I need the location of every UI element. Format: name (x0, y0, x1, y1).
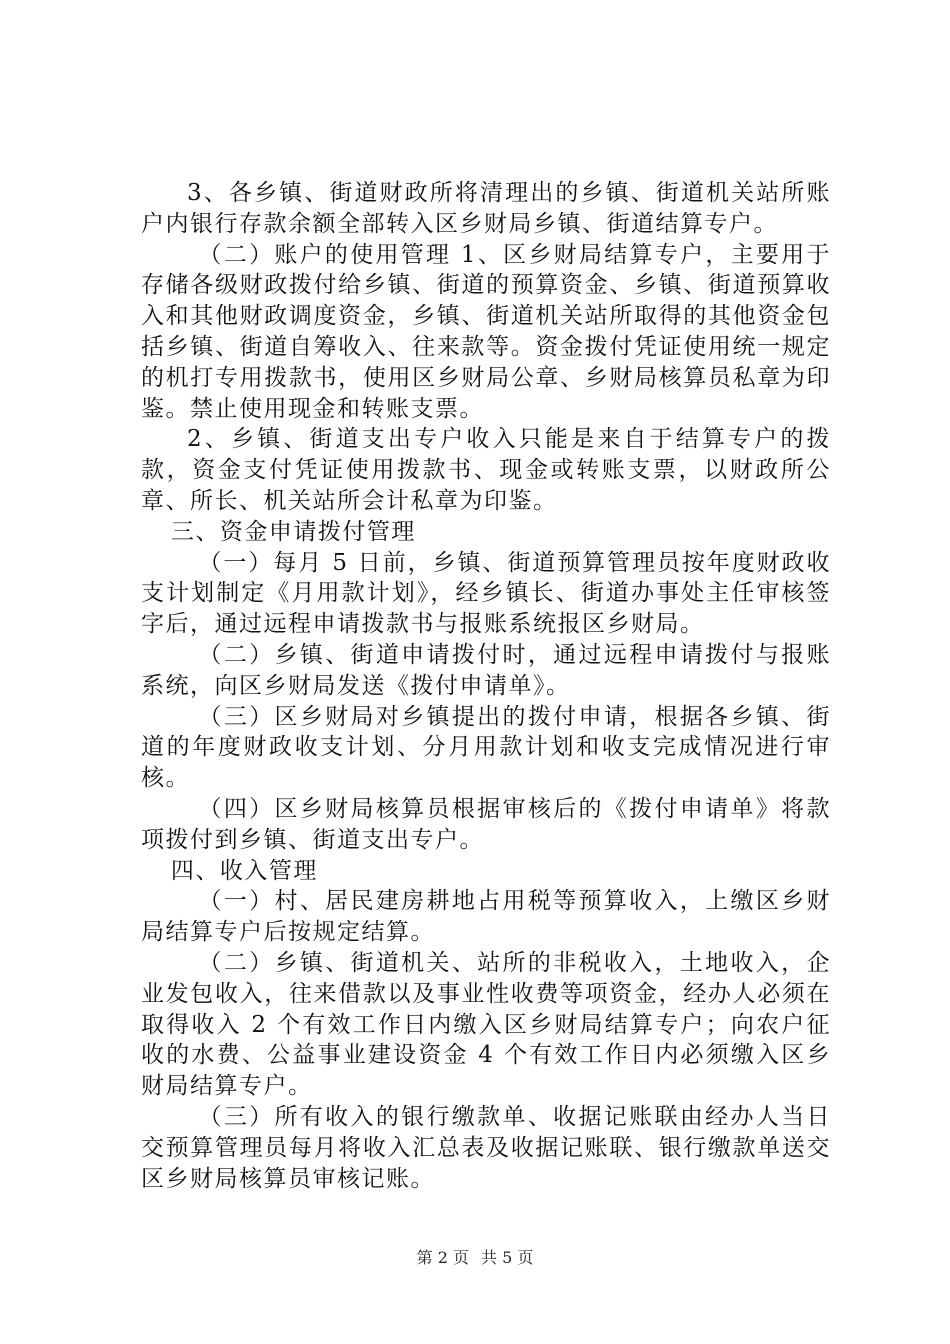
paragraph-account-usage: （二）账户的使用管理 1、区乡财局结算专户，主要用于存储各级财政拨付给乡镇、街道的预算资金、乡镇、街道预算收入和其他财政调度资金，乡镇、街道机关站所取得的其他资金包括乡镇、街道自筹收入、往来款等。资金拨付凭证使用统一规定的机打专用拨款书，使用区乡财局公章、乡财局核算员私章为印鉴。禁止使用现金和转账支票。 (141, 241, 831, 422)
page-footer (0, 1245, 950, 1268)
section-heading-fund-application: 三、资金申请拨付管理 (170, 518, 416, 545)
paragraph-monthly-plan: （一）每月 5 日前，乡镇、街道预算管理员按年度财政收支计划制定《月用款计划》，经乡镇长、街道办事处主任审核签字后，通过远程申请拨款书与报账系统报区乡财局。 (141, 549, 831, 638)
paragraph-expense-account: 2、乡镇、街道支出专户收入只能是来自于结算专户的拨款，资金支付凭证使用拨款书、现金或转账支票，以财政所公章、所长、机关站所会计私章为印鉴。 (141, 426, 831, 514)
paragraph-transfer-funds: （四）区乡财局核算员根据审核后的《拨付申请单》将款项拨付到乡镇、街道支出专户。 (141, 795, 831, 853)
paragraph-receipts: （三）所有收入的银行缴款单、收据记账联由经办人当日交预算管理员每月将收入汇总表及收据记账联、银行缴款单送交区乡财局核算员审核记账。 (141, 1103, 831, 1192)
section-heading-income: 四、收入管理 (170, 857, 318, 884)
page-total: 共 5 页 (481, 1248, 534, 1267)
document-body (141, 178, 831, 1194)
paragraph-review: （三）区乡财局对乡镇提出的拨付申请，根据各乡镇、街道的年度财政收支计划、分月用款计划和收支完成情况进行审核。 (141, 703, 831, 792)
paragraph-non-tax-income: （二）乡镇、街道机关、站所的非税收入，土地收入，企业发包收入，往来借款以及事业性收费等项资金，经办人必须在取得收入 2 个有效工作日内缴入区乡财局结算专户；向农户征收的水费、公益事业建设资金 4 个有效工作日内必须缴入区乡财局结算专户。 (141, 949, 831, 1100)
paragraph-account-transfer: 3、各乡镇、街道财政所将清理出的乡镇、街道机关站所账户内银行存款余额全部转入区乡财局乡镇、街道结算专户。 (141, 180, 831, 237)
page-number: 第 2 页 (416, 1248, 469, 1267)
paragraph-apply-disbursement: （二）乡镇、街道申请拨付时，通过远程申请拨付与报账系统，向区乡财局发送《拨付申请单》。 (141, 641, 831, 699)
paragraph-budget-income: （一）村、居民建房耕地占用税等预算收入，上缴区乡财局结算专户后按规定结算。 (141, 888, 831, 946)
